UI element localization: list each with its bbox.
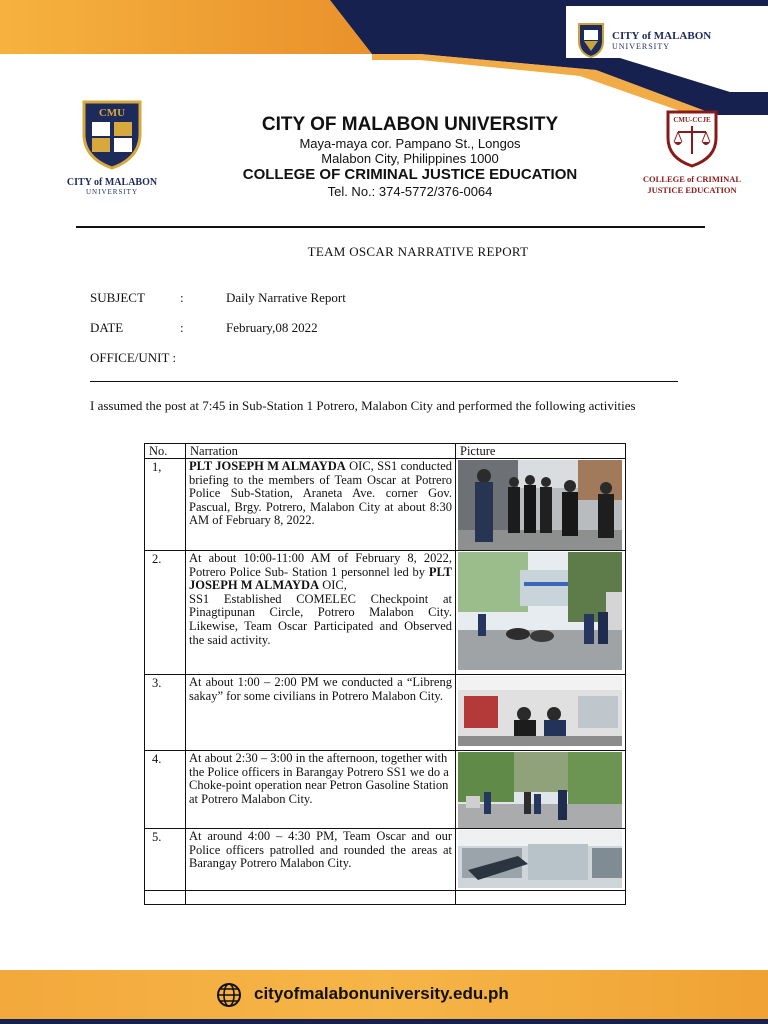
- table-row: [145, 675, 626, 751]
- empty-cell: [456, 891, 626, 905]
- patrol-photo: [458, 830, 622, 888]
- left-logo-line1: CITY of MALABON: [66, 177, 158, 188]
- header-picture: Picture: [456, 444, 626, 459]
- office-label: OFFICE/UNIT :: [90, 350, 177, 365]
- row-number: 1,: [145, 459, 186, 551]
- table-row: [145, 459, 626, 551]
- row-number: 4.: [145, 751, 186, 829]
- globe-icon: [216, 982, 242, 1008]
- row-number: 5.: [145, 829, 186, 891]
- top-logo-line2: UNIVERSITY: [612, 41, 670, 51]
- university-seal-icon: [576, 21, 606, 59]
- row-picture: [456, 751, 626, 829]
- header-narration: Narration: [186, 444, 456, 459]
- table-row: [145, 829, 626, 891]
- chokepoint-photo: [458, 752, 622, 828]
- office-divider: [90, 381, 678, 382]
- top-university-logo: [576, 18, 726, 62]
- date-value: February,08 2022: [226, 320, 318, 335]
- row-picture: [456, 829, 626, 891]
- empty-cell: [186, 891, 456, 905]
- university-name: CITY OF MALABON UNIVERSITY: [261, 114, 559, 135]
- right-logo-line2: JUSTICE EDUCATION: [647, 185, 737, 195]
- checkpoint-photo: [458, 552, 622, 670]
- date-label: DATE: [90, 320, 124, 335]
- row-narration: [186, 551, 456, 675]
- row-picture: [456, 675, 626, 751]
- narration-text: OIC, SS1 conducted briefing to the members of Team Oscar at Potrero Police Sub-Station, Araneta Ave. corner Gov. Pascual, Brgy. Potrero, Malabon City at about 8:30 AM of February 8, 2022.: [189, 459, 452, 528]
- cmu-logo: [52, 98, 172, 200]
- officer-name: PLT JOSEPH M ALMAYDA: [189, 459, 346, 473]
- university-website-link[interactable]: cityofmalabonuniversity.edu.ph: [254, 984, 509, 1003]
- left-logo-line2: UNIVERSITY: [86, 188, 138, 196]
- left-badge-text: CMU: [98, 107, 126, 119]
- intro-paragraph: I assumed the post at 7:45 in Sub-Station 1 Potrero, Malabon City and performed the following activities: [90, 398, 636, 413]
- table-empty-row: [145, 891, 626, 905]
- ccje-shield-icon: [664, 108, 720, 168]
- right-logo-line1: COLLEGE of CRIMINAL: [642, 174, 742, 184]
- narration-text: OIC,: [319, 578, 347, 593]
- row-number: 3.: [145, 675, 186, 751]
- subject-colon: :: [180, 290, 184, 305]
- empty-cell: [145, 891, 186, 905]
- activities-table: [144, 443, 626, 905]
- row-narration: At around 4:00 – 4:30 PM, Team Oscar and our Police officers patrolled and rounded the areas at Barangay Potrero Malabon City.: [186, 829, 456, 891]
- libreng-sakay-photo: [458, 676, 622, 746]
- subject-label: SUBJECT: [90, 290, 145, 305]
- top-logo-line1: CITY of MALABON: [612, 29, 712, 42]
- table-row: [145, 551, 626, 675]
- cmu-shield-icon: [80, 98, 144, 170]
- narration-text: At about 10:00-11:00 AM of February 8, 2022, Potrero Police Sub- Station 1 personnel led by: [189, 551, 452, 579]
- officer-name: PLT JOSEPH M ALMAYDA: [189, 564, 452, 593]
- row-picture: [456, 551, 626, 675]
- right-badge-text: CMU-CCJE: [673, 116, 711, 124]
- row-narration: [186, 459, 456, 551]
- ccje-logo: [640, 108, 744, 198]
- table-row: [145, 751, 626, 829]
- row-narration: At about 1:00 – 2:00 PM we conducted a “Libreng sakay” for some civilians in Potrero Malabon City.: [186, 675, 456, 751]
- row-picture: [456, 459, 626, 551]
- subject-value: Daily Narrative Report: [226, 290, 346, 305]
- address-line1: Maya-maya cor. Pampano St., Longos: [299, 136, 521, 151]
- row-narration: At about 2:30 – 3:00 in the afternoon, together with the Police officers in Barangay Potrero SS1 we do a Choke-point operation near Petron Gasoline Station at Potrero Malabon City.: [186, 751, 456, 829]
- briefing-photo: [458, 460, 622, 550]
- header-divider: [76, 226, 705, 228]
- header-no: No.: [145, 444, 186, 459]
- telephone: Tel. No.: 374-5772/376-0064: [327, 184, 493, 199]
- table-header-row: [145, 444, 626, 459]
- college-name: COLLEGE OF CRIMINAL JUSTICE EDUCATION: [242, 166, 578, 183]
- row-number: 2.: [145, 551, 186, 675]
- date-colon: :: [180, 320, 184, 335]
- address-line2: Malabon City, Philippines 1000: [321, 151, 499, 166]
- report-title: TEAM OSCAR NARRATIVE REPORT: [307, 244, 529, 259]
- narration-text: SS1 Established COMELEC Checkpoint at Pinagtipunan Circle, Potrero Malabon City. Likewise, Team Oscar Participated and Observed the said activity.: [189, 591, 452, 647]
